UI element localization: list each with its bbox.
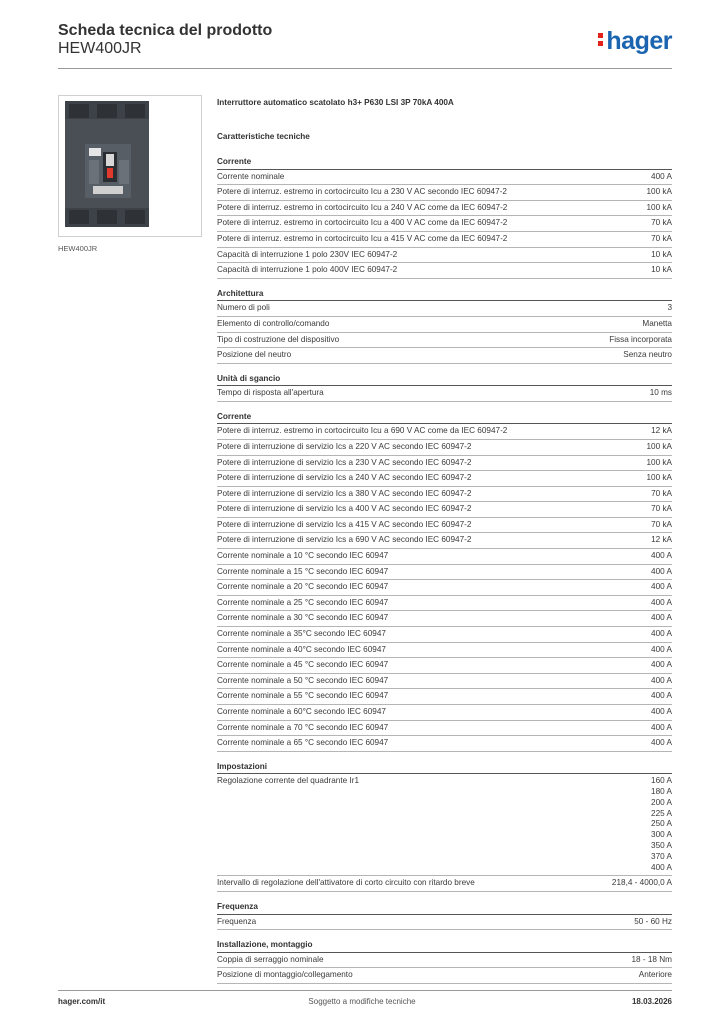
spec-value: 400 A — [651, 675, 672, 685]
section-title: Corrente — [217, 155, 672, 170]
spec-label: Corrente nominale a 70 °C secondo IEC 60947 — [217, 722, 389, 732]
spec-label: Corrente nominale a 45 °C secondo IEC 60947 — [217, 660, 389, 670]
spec-label: Corrente nominale a 25 °C secondo IEC 60947 — [217, 597, 389, 607]
spec-label: Capacità di interruzione 1 polo 230V IEC 60947-2 — [217, 249, 398, 259]
spec-value: 160 A — [651, 776, 672, 786]
spec-label: Frequenza — [217, 916, 257, 926]
spec-label: Corrente nominale a 40°C secondo IEC 60947 — [217, 644, 386, 654]
spec-row — [217, 674, 672, 690]
spec-value: 100 kA — [646, 202, 672, 212]
spec-row — [217, 201, 672, 217]
spec-value: 400 A — [651, 644, 672, 654]
spec-row — [217, 953, 672, 969]
spec-label: Potere di interruzione di servizio Ics a 690 V AC secondo IEC 60947-2 — [217, 535, 472, 545]
spec-row — [217, 333, 672, 349]
product-name: Interruttore automatico scatolato h3+ P630 LSI 3P 70kA 400A — [217, 98, 454, 107]
spec-section — [217, 372, 672, 402]
spec-value: 200 A — [651, 797, 672, 807]
spec-row — [217, 518, 672, 534]
spec-section — [217, 900, 672, 930]
spec-label: Corrente nominale a 50 °C secondo IEC 60947 — [217, 675, 389, 685]
spec-section — [217, 155, 672, 279]
spec-value: 400 A — [651, 597, 672, 607]
spec-section — [217, 410, 672, 752]
spec-value: 180 A — [651, 787, 672, 797]
spec-label: Tempo di risposta all'apertura — [217, 388, 324, 398]
spec-row — [217, 502, 672, 518]
spec-value: 400 A — [651, 171, 672, 181]
spec-label: Coppia di serraggio nominale — [217, 954, 324, 964]
spec-value: 370 A — [651, 851, 672, 861]
spec-value: 70 kA — [651, 234, 672, 244]
spec-value: 400 A — [651, 660, 672, 670]
spec-value: 3 — [667, 303, 672, 313]
spec-row — [217, 611, 672, 627]
spec-value: 10 kA — [651, 265, 672, 275]
spec-value: 10 kA — [651, 249, 672, 259]
spec-label: Potere di interruzione di servizio Ics a 380 V AC secondo IEC 60947-2 — [217, 488, 472, 498]
spec-value: 100 kA — [646, 473, 672, 483]
spec-label: Posizione del neutro — [217, 350, 292, 360]
spec-label: Corrente nominale a 35°C secondo IEC 60947 — [217, 629, 386, 639]
spec-row — [217, 232, 672, 248]
spec-value: 400 A — [651, 722, 672, 732]
specs-heading: Caratteristiche tecniche — [217, 131, 310, 141]
logo-text: hager — [606, 27, 672, 55]
spec-value: 400 A — [651, 691, 672, 701]
spec-label: Potere di interruzione di servizio Ics a 400 V AC secondo IEC 60947-2 — [217, 504, 472, 514]
section-title: Unità di sgancio — [217, 372, 672, 387]
spec-row — [217, 170, 672, 186]
spec-value: Senza neutro — [623, 350, 672, 360]
spec-label: Potere di interruzione di servizio Ics a 240 V AC secondo IEC 60947-2 — [217, 473, 472, 483]
spec-label: Corrente nominale a 65 °C secondo IEC 60947 — [217, 738, 389, 748]
spec-row — [217, 487, 672, 503]
spec-label: Corrente nominale a 30 °C secondo IEC 60947 — [217, 613, 389, 623]
spec-value: 400 A — [651, 707, 672, 716]
product-image — [58, 95, 202, 237]
footer-date: 18.03.2026 — [631, 997, 672, 1006]
spec-value: 100 kA — [646, 187, 672, 197]
spec-label: Tipo di costruzione del dispositivo — [217, 334, 340, 344]
spec-value: 10 ms — [649, 388, 672, 398]
spec-label: Corrente nominale a 60°C secondo IEC 60947 — [217, 707, 386, 716]
spec-value: 400 A — [651, 551, 672, 561]
spec-section — [217, 287, 672, 364]
spec-label: Numero di poli — [217, 303, 270, 313]
spec-row — [217, 440, 672, 456]
spec-value: 100 kA — [646, 441, 672, 451]
spec-row — [217, 456, 672, 472]
logo-dots-icon — [598, 33, 604, 49]
spec-label: Corrente nominale a 55 °C secondo IEC 60947 — [217, 691, 389, 701]
section-title: Corrente — [217, 410, 672, 425]
footer-disclaimer: Soggetto a modifiche tecniche — [308, 997, 416, 1006]
spec-row — [217, 968, 672, 984]
spec-label: Regolazione corrente del quadrante Ir1 — [217, 776, 360, 786]
spec-value: 12 kA — [651, 535, 672, 545]
section-title: Impostazioni — [217, 760, 672, 775]
spec-row — [217, 248, 672, 264]
spec-value-list — [643, 774, 672, 875]
spec-row — [217, 424, 672, 440]
spec-label: Corrente nominale a 20 °C secondo IEC 60947 — [217, 582, 389, 592]
spec-section — [217, 760, 672, 892]
spec-value: 400 A — [651, 629, 672, 639]
spec-label: Intervallo di regolazione dell'attivatore di corto circuito con ritardo breve — [217, 878, 475, 888]
header-divider — [58, 68, 672, 69]
spec-label: Posizione di montaggio/collegamento — [217, 970, 353, 980]
spec-row — [217, 471, 672, 487]
spec-label: Corrente nominale a 15 °C secondo IEC 60947 — [217, 566, 389, 576]
image-caption: HEW400JR — [58, 244, 98, 253]
spec-row — [217, 658, 672, 674]
spec-label: Elemento di controllo/comando — [217, 318, 330, 328]
spec-value: 300 A — [651, 830, 672, 840]
spec-value: 218,4 - 4000,0 A — [611, 878, 672, 888]
spec-value: Fissa incorporata — [609, 334, 672, 344]
footer-divider — [58, 990, 672, 991]
page-title: Scheda tecnica del prodotto — [58, 22, 273, 39]
spec-row — [217, 301, 672, 317]
spec-row — [217, 876, 672, 892]
hager-logo[interactable] — [598, 27, 672, 56]
spec-row — [217, 627, 672, 643]
product-code-title: HEW400JR — [58, 40, 142, 57]
spec-value: 250 A — [651, 819, 672, 829]
spec-row — [217, 185, 672, 201]
spec-row — [217, 348, 672, 364]
spec-row — [217, 721, 672, 737]
spec-value: 400 A — [651, 862, 672, 872]
spec-label: Potere di interruzione di servizio Ics a 415 V AC secondo IEC 60947-2 — [217, 519, 472, 529]
spec-row — [217, 774, 672, 876]
spec-value: 70 kA — [651, 488, 672, 498]
spec-label: Potere di interruz. estremo in cortocircuito Icu a 415 V AC come da IEC 60947-2 — [217, 234, 508, 244]
spec-section — [217, 938, 672, 984]
spec-content — [217, 96, 672, 992]
spec-label: Potere di interruzione di servizio Ics a 220 V AC secondo IEC 60947-2 — [217, 441, 472, 451]
spec-value: 12 kA — [651, 426, 672, 436]
page-header — [58, 22, 272, 58]
spec-row — [217, 386, 672, 402]
spec-value: 400 A — [651, 613, 672, 623]
spec-row — [217, 705, 672, 721]
spec-label: Corrente nominale a 10 °C secondo IEC 60947 — [217, 551, 389, 561]
spec-value: 50 - 60 Hz — [634, 916, 672, 926]
spec-row — [217, 689, 672, 705]
spec-row — [217, 736, 672, 752]
spec-row — [217, 216, 672, 232]
spec-row — [217, 596, 672, 612]
circuit-breaker-image — [59, 96, 201, 236]
spec-label: Corrente nominale — [217, 171, 285, 181]
spec-value: 70 kA — [651, 504, 672, 514]
spec-value: 70 kA — [651, 218, 672, 228]
spec-label: Potere di interruz. estremo in cortocircuito Icu a 240 V AC come da IEC 60947-2 — [217, 202, 508, 212]
section-title: Frequenza — [217, 900, 672, 915]
spec-row — [217, 549, 672, 565]
spec-value: Anteriore — [638, 970, 672, 980]
spec-label: Potere di interruzione di servizio Ics a 230 V AC secondo IEC 60947-2 — [217, 457, 472, 467]
spec-value: 70 kA — [651, 519, 672, 529]
spec-value: 350 A — [651, 841, 672, 851]
spec-value: 400 A — [651, 582, 672, 592]
spec-value: 400 A — [651, 738, 672, 748]
spec-row — [217, 263, 672, 279]
spec-row — [217, 580, 672, 596]
spec-row — [217, 565, 672, 581]
spec-row — [217, 915, 672, 931]
spec-sections — [217, 155, 672, 984]
section-title: Architettura — [217, 287, 672, 302]
spec-value: 18 - 18 Nm — [631, 954, 672, 964]
spec-row — [217, 533, 672, 549]
spec-label: Potere di interruz. estremo in cortocircuito Icu a 400 V AC come da IEC 60947-2 — [217, 218, 508, 228]
spec-value: Manetta — [642, 318, 672, 328]
spec-value: 225 A — [651, 808, 672, 818]
section-title: Installazione, montaggio — [217, 938, 672, 953]
spec-row — [217, 317, 672, 333]
footer-website-link[interactable]: hager.com/it — [58, 997, 106, 1006]
spec-label: Potere di interruz. estremo in cortocircuito Icu a 230 V AC secondo IEC 60947-2 — [217, 187, 507, 197]
spec-value: 100 kA — [646, 457, 672, 467]
spec-label: Capacità di interruzione 1 polo 400V IEC 60947-2 — [217, 265, 398, 275]
spec-label: Potere di interruz. estremo in cortocircuito Icu a 690 V AC come da IEC 60947-2 — [217, 426, 508, 436]
spec-row — [217, 643, 672, 659]
spec-value: 400 A — [651, 566, 672, 576]
